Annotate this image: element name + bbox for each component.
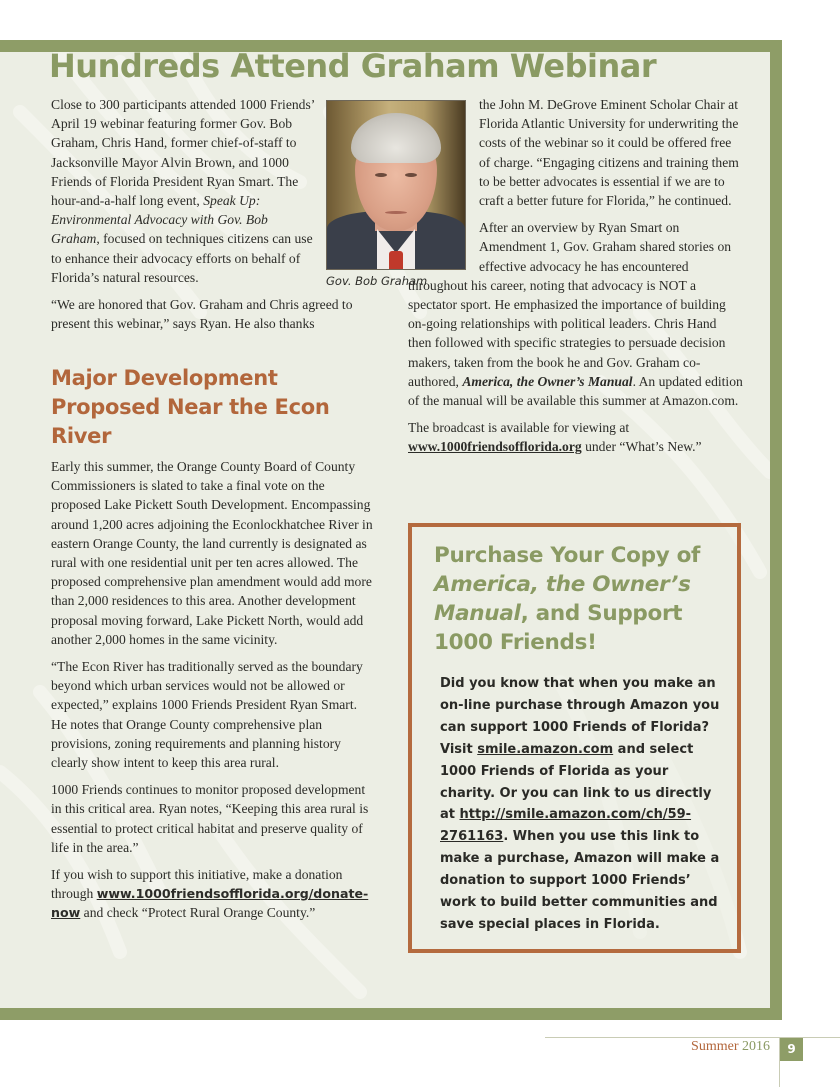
article2-headline: Major Development Proposed Near the Econ River xyxy=(51,366,330,448)
issue-label: Summer 2016 xyxy=(691,1039,770,1054)
webinar-title: Speak Up: Environmental Advocacy with Gov. Bob Graham xyxy=(51,193,268,247)
article1-paragraph-3: After an overview by Ryan Smart on Amendment 1, Gov. Graham shared stories on effective advocacy he has encountered xyxy=(479,220,732,274)
website-link[interactable]: www.1000friendsofflorida.org xyxy=(408,439,582,455)
article1-paragraph-2: “We are honored that Gov. Graham and Chris agreed to present this webinar,” says Ryan. He also thanks xyxy=(51,297,353,332)
article2-paragraph-3: 1000 Friends continues to monitor proposed development in this critical area. Ryan notes, “Keeping this area rural is essential to protect critical habitat and preserve quality of life in the area.” xyxy=(51,782,369,855)
promo-body: Did you know that when you make an on-line purchase through Amazon you can support 1000 Friends of Florida? Visit smile.amazon.com and select 1000 Friends of Florida as your charity. Or you can link to us directly at http://smile.amazon.com/ch/59-2761163. When you use this link to make a purchase, Amazon will make a donation to support 1000 Friends’ work to build better communities and save special places in Florida. xyxy=(440,676,720,932)
book-title: America, the Owner’s Manual xyxy=(462,373,633,389)
smile-amazon-charity-link[interactable]: http://smile.amazon.com/ch/59-2761163 xyxy=(440,807,692,845)
article-headline: Hundreds Attend Graham Webinar xyxy=(49,47,657,85)
page-number: 9 xyxy=(780,1038,803,1061)
amazon-smile-promo-box xyxy=(408,523,741,953)
photo-caption: Gov. Bob Graham xyxy=(326,274,428,288)
article2-paragraph-1: Early this summer, the Orange County Board of County Commissioners is slated to take a final vote on the proposed Lake Pickett South Development. Encompassing around 1,200 acres adjoining the Econlockhatchee River in eastern Orange County, the land currently is designated as rural with one residential unit per ten acres allowed. The proposed comprehensive plan amendment would add more than 2,000 residences to this area. Another development proposal moving forward, Lake Pickett North, would add another 2,000 homes in the same vicinity. xyxy=(51,459,373,647)
donate-link[interactable]: www.1000friendsofflorida.org/donate-now xyxy=(51,886,369,921)
article1-paragraph-1: Close to 300 participants attended 1000 Friends’ April 19 webinar featuring former Gov. Bob Graham, Chris Hand, former chief-of-staff to Jacksonville Mayor Alvin Brown, and 1000 Friends of Florida President Ryan Smart. The hour-and-a-half long event, Speak Up: Environmental Advocacy with Gov. Bob Graham, focused on techniques citizens can use to enhance their advocacy efforts on behalf of Florida’s natural resources. xyxy=(51,97,315,285)
article1-paragraph-4: The broadcast is available for viewing at www.1000friendsofflorida.org under “What’s New.” xyxy=(408,420,702,455)
article2-paragraph-2: “The Econ River has traditionally served as the boundary beyond which urban services would not be allowed or expected,” explains 1000 Friends President Ryan Smart. He notes that Orange County comprehensive plan provisions, zoning requirements and planning history clearly show intent to keep this area rural. xyxy=(51,659,363,771)
article1-paragraph-2-continued: the John M. DeGrove Eminent Scholar Chair at Florida Atlantic University for underwriting the costs of the webinar so it could be offered free of charge. “Engaging citizens and training them to be better advocates is essential if we are to craft a better future for Florida,” he continued. xyxy=(479,97,739,209)
promo-title: Purchase Your Copy of America, the Owner’s Manual, and Support 1000 Friends! xyxy=(434,543,701,655)
article1-paragraph-3-continued: throughout his career, noting that advocacy is NOT a spectator sport. He emphasized the importance of building on-going relationships with political leaders. Chris Hand then followed with specific strategies to persuade decision makers, taken from the book he and Gov. Graham co-authored, America, the Owner’s Manual. An updated edition of the manual will be available this summer at Amazon.com. xyxy=(408,277,743,409)
article2-column xyxy=(51,350,376,931)
article2-paragraph-4: If you wish to support this initiative, make a donation through www.1000friendsofflorida.org/donate-now and check “Protect Rural Orange County.” xyxy=(51,867,369,921)
article1-right-column xyxy=(408,95,743,465)
smile-amazon-link[interactable]: smile.amazon.com xyxy=(477,741,614,757)
